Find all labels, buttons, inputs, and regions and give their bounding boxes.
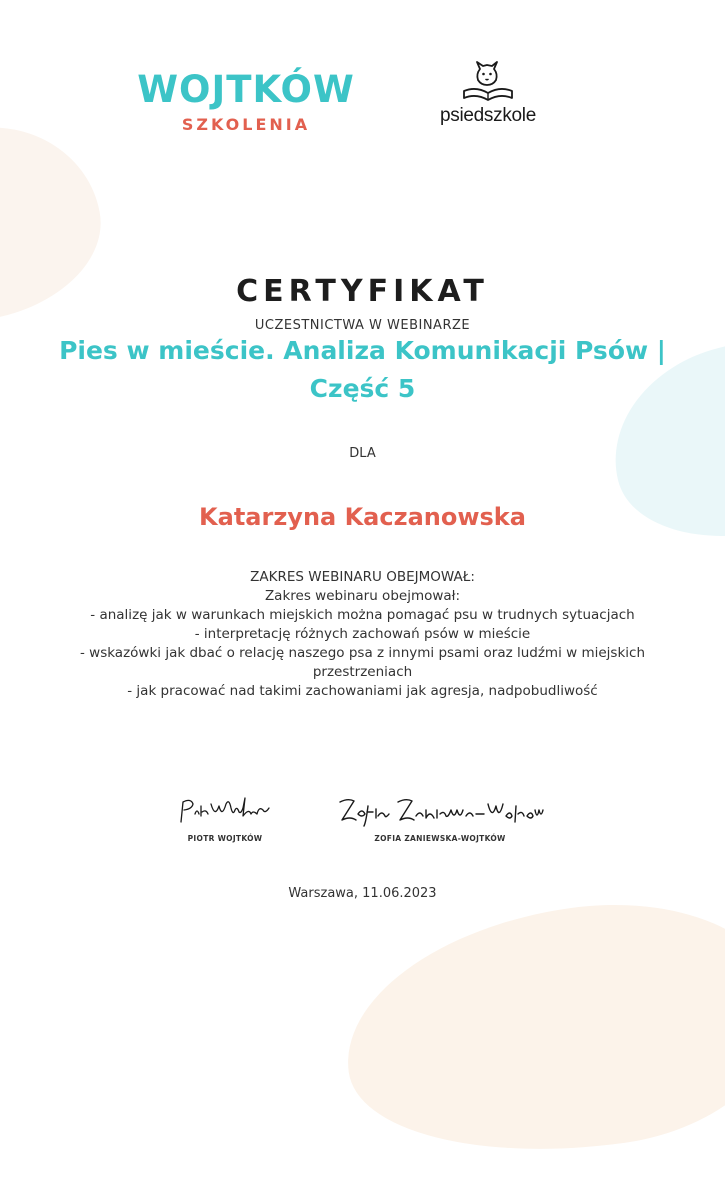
signature-name-zofia: ZOFIA ZANIEWSKA-WOJTKÓW bbox=[374, 834, 506, 843]
scope-line: - analizę jak w warunkach miejskich można pomagać psu w trudnych sytuacjach bbox=[90, 607, 635, 623]
certificate-subtitle: UCZESTNICTWA W WEBINARZE bbox=[254, 318, 471, 333]
webinar-title: Pies w mieście. Analiza Komunikacji Psów | Część 5 bbox=[59, 336, 666, 403]
handwritten-signature-piotr bbox=[175, 792, 275, 828]
webinar-scope bbox=[70, 568, 655, 701]
scope-line: - interpretację różnych zachowań psów w mieście bbox=[194, 626, 531, 642]
place-and-date: Warszawa, 11.06.2023 bbox=[288, 886, 437, 901]
psiedszkole-logo-text: psiedszkole bbox=[440, 105, 536, 126]
dog-reading-icon bbox=[456, 60, 520, 104]
wojtkow-szkolenia-logo bbox=[130, 68, 362, 136]
psiedszkole-logo bbox=[428, 60, 548, 127]
wojtkow-logo-sub: SZKOLENIA bbox=[181, 115, 311, 134]
wojtkow-logo-name: WOJTKÓW bbox=[137, 68, 355, 111]
for-label: DLA bbox=[349, 446, 376, 461]
decorative-blob-bottom bbox=[330, 881, 725, 1179]
signature-name-piotr: PIOTR WOJTKÓW bbox=[187, 834, 263, 843]
signature-piotr bbox=[160, 792, 290, 845]
handwritten-signature-zofia bbox=[334, 792, 546, 828]
certificate-title: CERTYFIKAT bbox=[236, 274, 489, 309]
scope-line: Zakres webinaru obejmował: bbox=[264, 588, 461, 604]
signature-zofia bbox=[325, 792, 555, 845]
recipient-name: Katarzyna Kaczanowska bbox=[199, 503, 526, 531]
scope-heading: ZAKRES WEBINARU OBEJMOWAŁ: bbox=[250, 569, 475, 585]
scope-line: - wskazówki jak dbać o relację naszego psa z innymi psami oraz ludźmi w miejskich przestrzeniach bbox=[79, 645, 646, 680]
scope-line: - jak pracować nad takimi zachowaniami jak agresja, nadpobudliwość bbox=[127, 683, 598, 699]
